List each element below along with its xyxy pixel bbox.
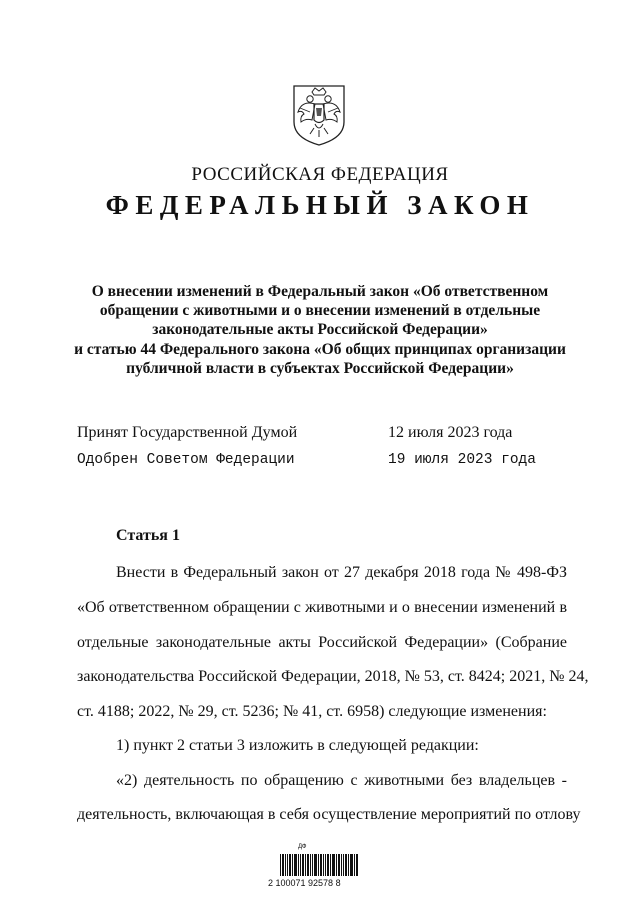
barcode-number: 2 100071 92578 8 [268, 878, 341, 888]
article-heading: Статья 1 [116, 527, 180, 544]
law-title [40, 282, 600, 378]
article-line: законодательства Российской Федерации, 2018, № 53, ст. 8424; 2021, № 24, [77, 668, 589, 685]
title-line: О внесении изменений в Федеральный закон «Об ответственном [91, 283, 549, 300]
title-line: обращении с животными и о внесении изменений в отдельные [99, 302, 541, 320]
title-line: и статью 44 Федерального закона «Об общих принципах организации [74, 340, 566, 358]
title-line: публичной власти в субъектах Российской Федерации» [126, 359, 514, 377]
article-line: 1) пункт 2 статьи 3 изложить в следующей редакции: [116, 737, 479, 754]
document-type: ФЕДЕРАЛЬНЫЙ ЗАКОН [105, 190, 535, 220]
title-line: законодательные акты Российской Федерации» [152, 321, 488, 339]
country-name: РОССИЙСКАЯ ФЕДЕРАЦИЯ [191, 164, 449, 185]
coat-of-arms-icon [288, 82, 350, 148]
article-line: ст. 4188; 2022, № 29, ст. 5236; № 41, ст. 6958) следующие изменения: [77, 703, 547, 720]
article-line: «2) деятельность по обращению с животными без владельцев - [116, 772, 567, 789]
duma-adoption-label: Принят Государственной Думой [77, 424, 298, 441]
barcode-bars-icon [280, 854, 358, 876]
barcode [268, 842, 368, 892]
article-line: отдельные законодательные акты Российской Федерации» (Собрание [77, 634, 567, 651]
article-line: Внести в Федеральный закон от 27 декабря 2018 года № 498-ФЗ [116, 564, 567, 581]
article-line: деятельность, включающая в себя осуществление мероприятий по отлову [77, 806, 581, 823]
council-approval-date: 19 июля 2023 года [388, 452, 536, 468]
barcode-mini-label: ДФ [298, 844, 307, 850]
duma-adoption-date: 12 июля 2023 года [388, 424, 513, 441]
council-approval-label: Одобрен Советом Федерации [77, 452, 295, 468]
article-line: «Об ответственном обращении с животными и о внесении изменений в [77, 599, 567, 616]
